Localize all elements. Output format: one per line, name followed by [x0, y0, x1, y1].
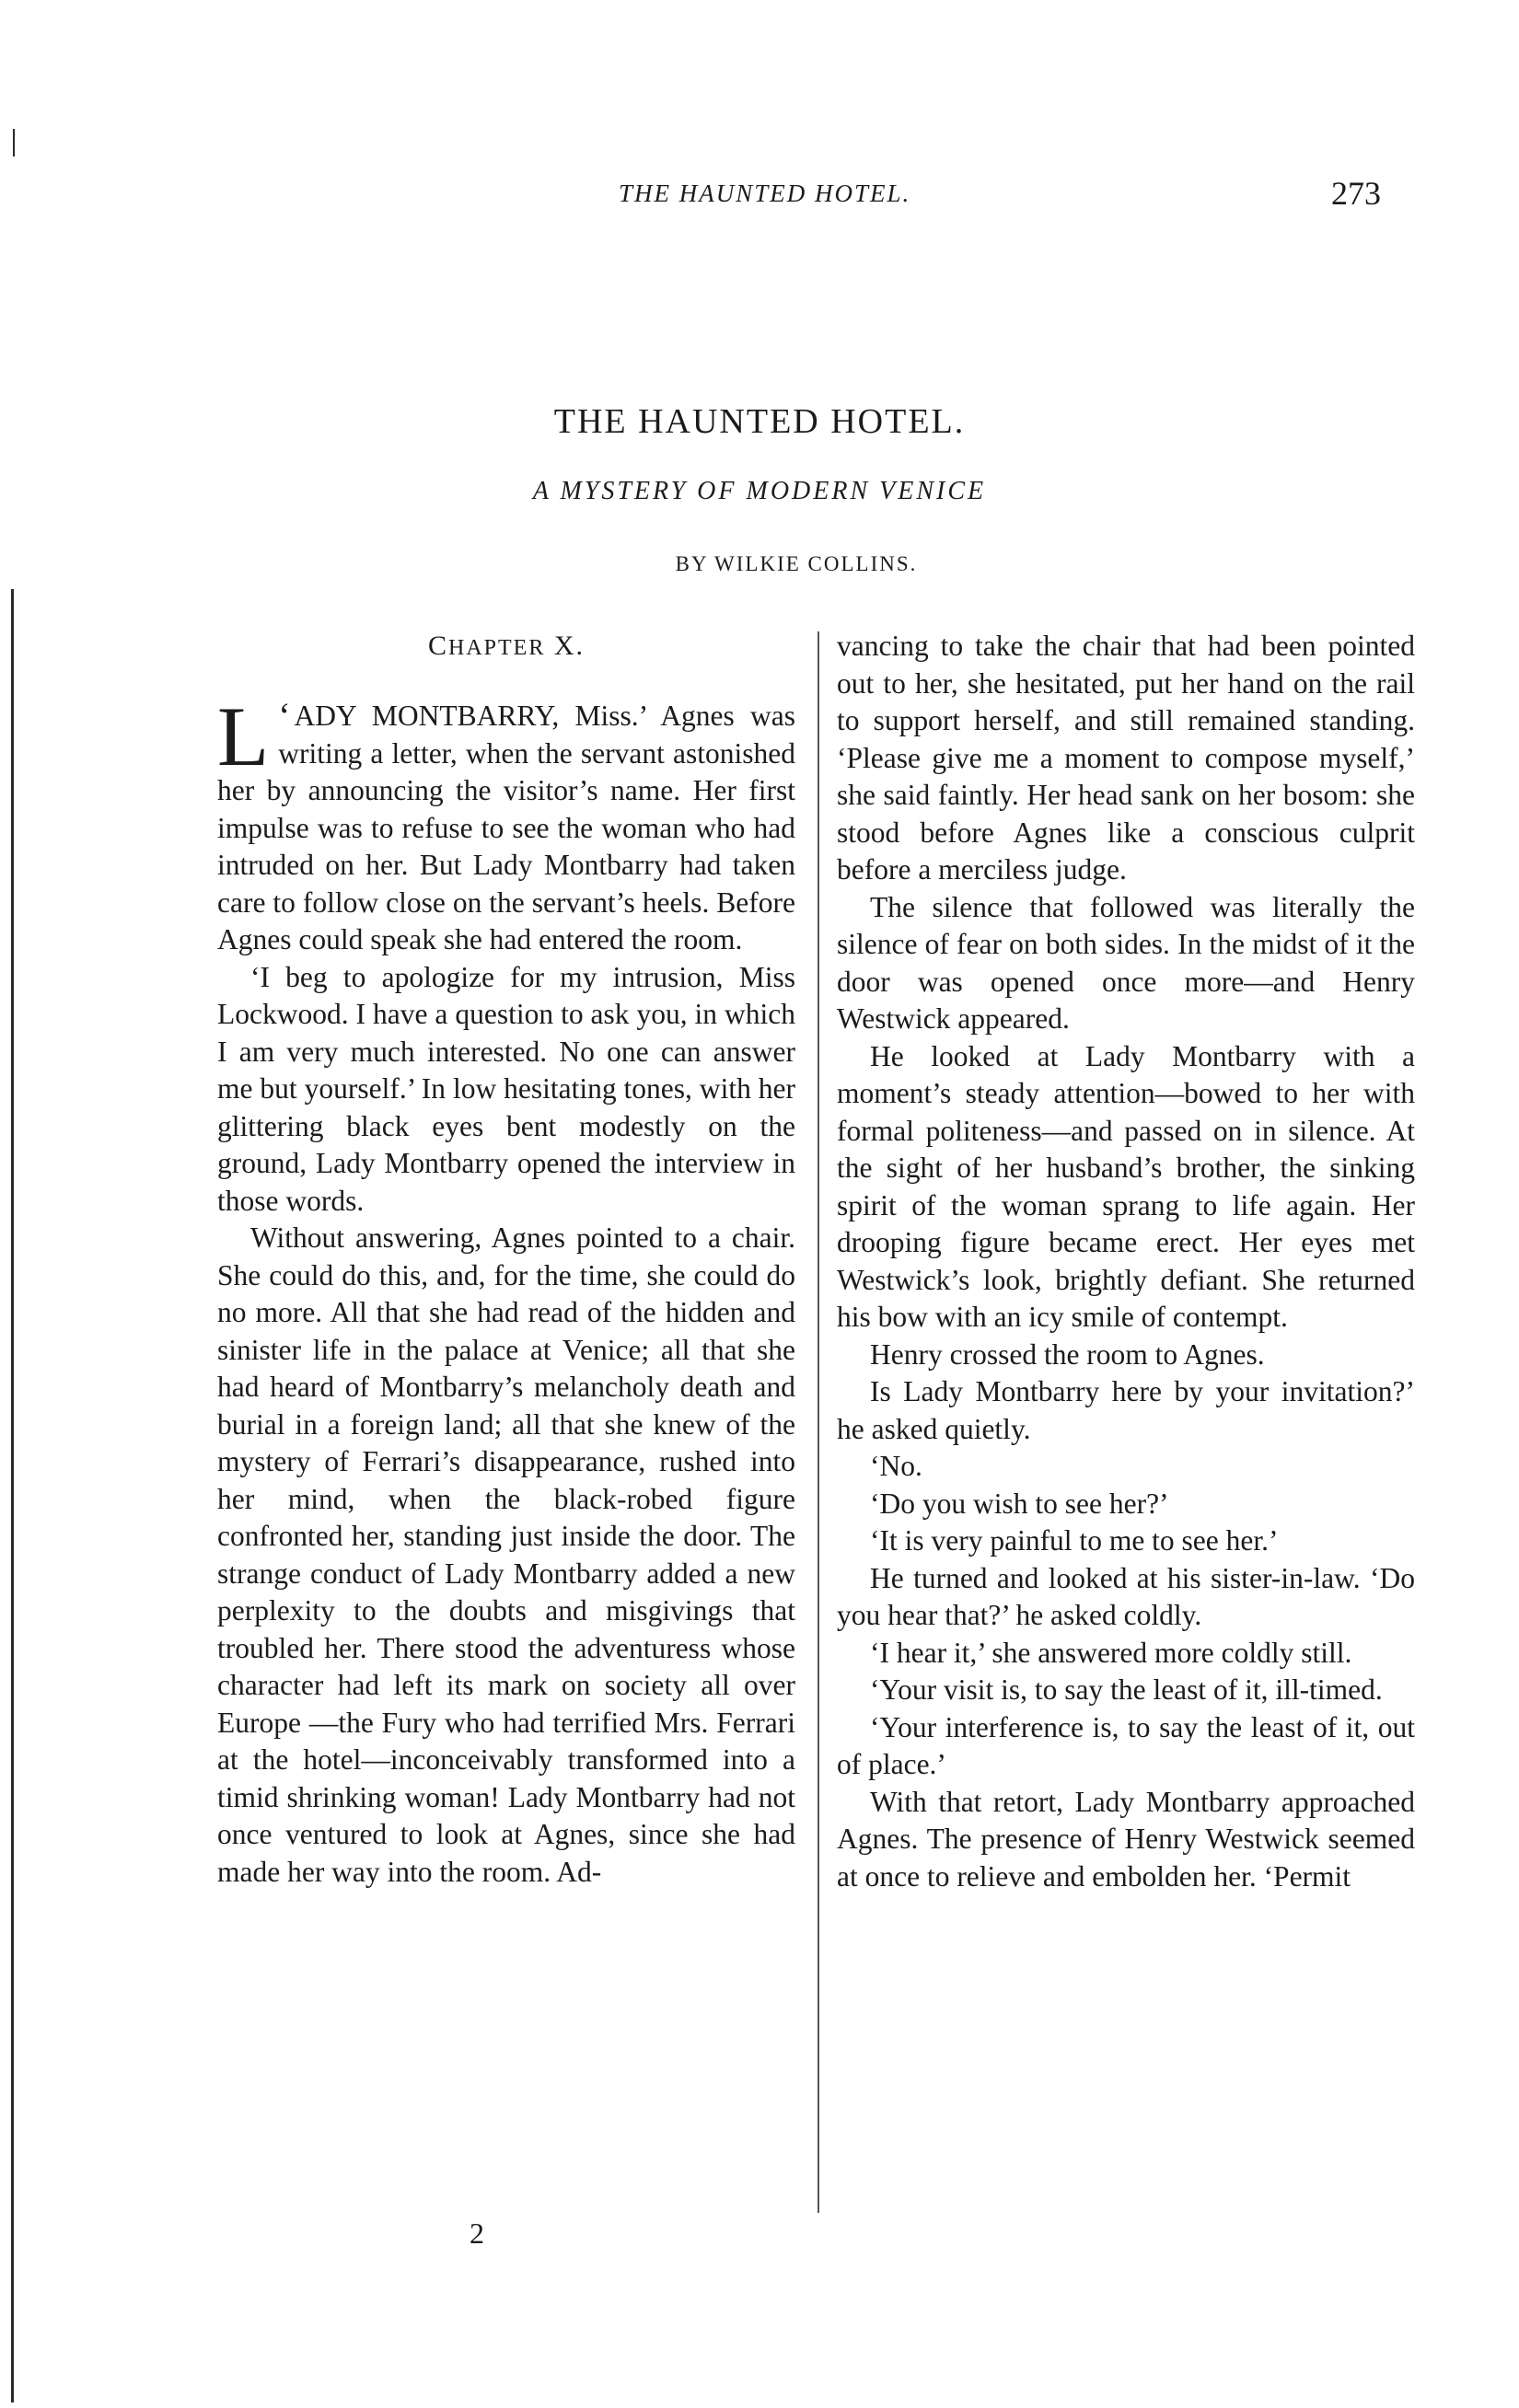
paragraph: ‘I beg to apologize for my intrusion, Miss Lockwood. I have a question to ask you, in which I am very much interested. No one can answer me but yourself.’ In low hesitating tones, with her glittering black eyes bent modestly on the ground, Lady Montbarry opened the interview in those words.	[217, 960, 795, 1217]
running-head-title: THE HAUNTED HOTEL.	[619, 179, 911, 207]
paragraph: The silence that followed was literally the silence of fear on both sides. In the midst of it the door was opened once more—and Henry Westwick appeared.	[837, 890, 1415, 1035]
running-head	[0, 175, 1519, 226]
paragraph: vancing to take the chair that had been pointed out to her, she hesitated, put her hand on the rail to support herself, and still remained standing. ‘Please give me a moment to compose myself,’ she said faintly. Her head sank on her bosom: she stood before Agnes like a conscious culprit before a merciless judge.	[837, 630, 1415, 886]
right-column	[837, 628, 1415, 1895]
paragraph: Henry crossed the room to Agnes.	[870, 1337, 1265, 1371]
binding-edge-tick	[13, 129, 15, 156]
paragraph: Without answering, Agnes pointed to a chair. She could do this, and, for the time, she could do no more. All that she had read of the hidden and sinister life in the palace at Venice; all that she had heard of Montbarry’s melancholy death and burial in a foreign land; all that she knew of the mystery of Ferrari’s disappearance, rushed into her mind, when the black-robed figure confronted her, standing just inside the door. The strange conduct of Lady Montbarry added a new perplexity to the doubts and misgivings that troubled her. There stood the adventuress whose character had left its mark on society all over Europe —the Fury who had terrified Mrs. Ferrari at the hotel—inconceivably transformed into a timid shrinking woman! Lady Montbarry had not once ventured to look at Agnes, since she had made her way into the room. Ad-	[217, 1221, 795, 1888]
paragraph: ‘Your interference is, to say the least of it, out of place.’	[837, 1710, 1415, 1780]
column-divider	[817, 631, 819, 2213]
paragraph: ‘Do you wish to see her?’	[870, 1487, 1169, 1520]
signature-mark: 2	[470, 2217, 484, 2250]
paragraph: ‘It is very painful to me to see her.’	[870, 1524, 1279, 1557]
paragraph: He looked at Lady Montbarry with a moment’s steady attention—bowed to her with formal politeness—and passed on in silence. At the sight of her husband’s brother, the sinking spirit of the woman sprang to life again. Her drooping figure became erect. Her eyes met Westwick’s look, brightly defiant. She returned his bow with an icy smile of contempt.	[837, 1039, 1415, 1333]
binding-edge-mark	[11, 589, 14, 2402]
drop-cap: L	[217, 689, 270, 783]
paragraph	[217, 689, 795, 959]
paragraph-text: ADY MONTBARRY, Miss.’ Agnes was writing a letter, when the servant astonished her by announcing the visitor’s name. Her first impulse was to refuse to see the woman who had intruded on her. But Lady Montbarry had taken care to follow close on the servant’s heels. Before Agnes could speak she had entered the room.	[217, 700, 795, 955]
paragraph: With that retort, Lady Montbarry approached Agnes. The presence of Henry Westwick seemed at once to relieve and embolden her. ‘Permit	[837, 1785, 1415, 1893]
left-column	[217, 628, 795, 1891]
paragraph: Is Lady Montbarry here by your invitation?’ he asked quietly.	[837, 1375, 1415, 1445]
paragraph: ‘I hear it,’ she answered more coldly still.	[870, 1636, 1352, 1669]
opening-quote: ‘	[278, 695, 291, 736]
story-title: THE HAUNTED HOTEL.	[553, 402, 966, 441]
story-subtitle: A MYSTERY OF MODERN VENICE	[532, 477, 987, 505]
chapter-heading: CHAPTER X.	[427, 631, 586, 661]
paragraph: ‘Your visit is, to say the least of it, ill-timed.	[870, 1673, 1383, 1706]
page-number: 273	[1331, 175, 1381, 212]
paragraph: ‘No.	[870, 1450, 922, 1482]
byline: BY WILKIE COLLINS.	[675, 552, 918, 575]
paragraph: He turned and looked at his sister-in-law. ‘Do you hear that?’ he asked coldly.	[837, 1561, 1415, 1631]
